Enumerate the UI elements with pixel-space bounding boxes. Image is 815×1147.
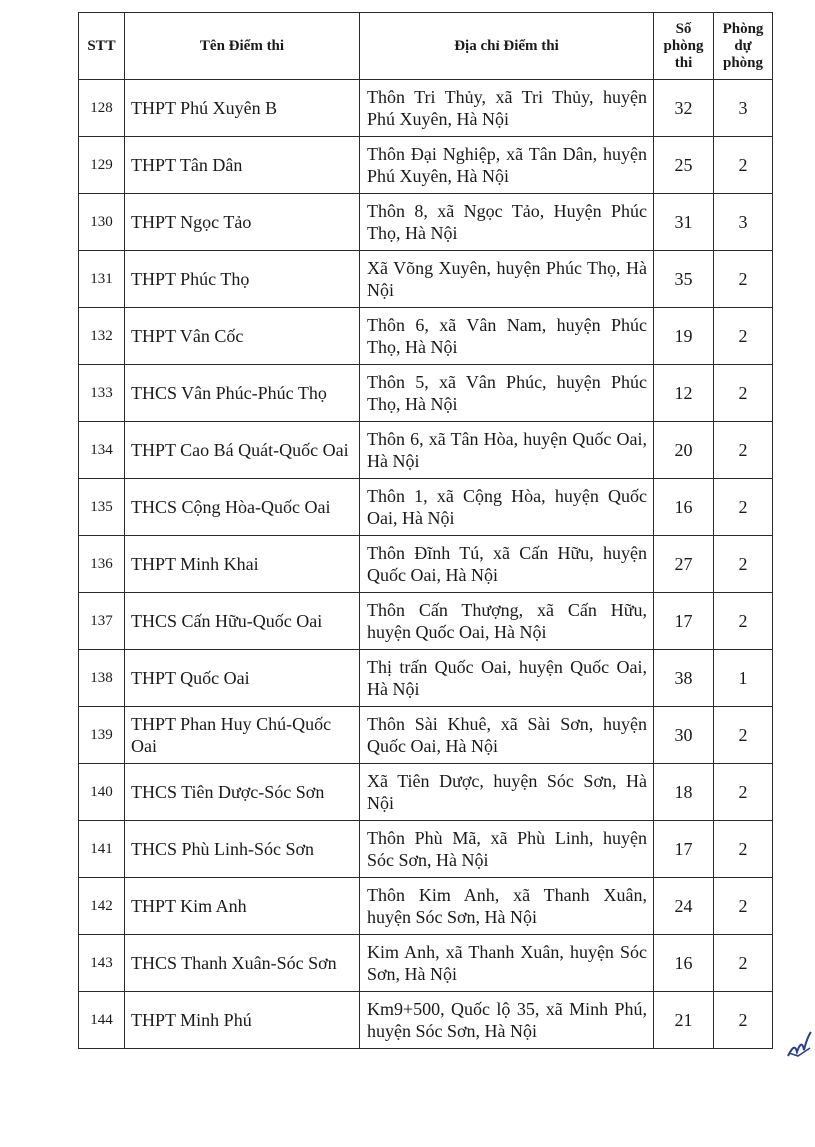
cell-site-address: Thôn 1, xã Cộng Hòa, huyện Quốc Oai, Hà Nội <box>360 479 654 536</box>
header-site-name: Tên Điểm thi <box>125 13 360 80</box>
cell-stt: 139 <box>79 707 125 764</box>
table-row <box>79 308 773 365</box>
cell-site-name: THPT Kim Anh <box>125 878 360 935</box>
cell-stt: 128 <box>79 80 125 137</box>
table-row <box>79 479 773 536</box>
cell-room-count: 16 <box>654 479 714 536</box>
cell-site-address: Thôn 6, xã Vân Nam, huyện Phúc Thọ, Hà Nội <box>360 308 654 365</box>
cell-spare-rooms: 2 <box>714 137 773 194</box>
cell-site-address: Thôn Cấn Thượng, xã Cấn Hữu, huyện Quốc Oai, Hà Nội <box>360 593 654 650</box>
cell-site-address: Xã Võng Xuyên, huyện Phúc Thọ, Hà Nội <box>360 251 654 308</box>
cell-spare-rooms: 1 <box>714 650 773 707</box>
table-row <box>79 365 773 422</box>
cell-site-address: Thôn Tri Thủy, xã Tri Thủy, huyện Phú Xuyên, Hà Nội <box>360 80 654 137</box>
cell-spare-rooms: 2 <box>714 422 773 479</box>
cell-spare-rooms: 2 <box>714 935 773 992</box>
cell-room-count: 12 <box>654 365 714 422</box>
cell-room-count: 31 <box>654 194 714 251</box>
cell-stt: 135 <box>79 479 125 536</box>
table-row <box>79 992 773 1049</box>
table-row <box>79 707 773 764</box>
header-site-address: Địa chỉ Điểm thi <box>360 13 654 80</box>
table-row <box>79 137 773 194</box>
cell-stt: 131 <box>79 251 125 308</box>
cell-site-address: Km9+500, Quốc lộ 35, xã Minh Phú, huyện Sóc Sơn, Hà Nội <box>360 992 654 1049</box>
cell-stt: 138 <box>79 650 125 707</box>
cell-site-name: THPT Vân Cốc <box>125 308 360 365</box>
cell-room-count: 32 <box>654 80 714 137</box>
header-spare-rooms: Phòng dự phòng <box>714 13 773 80</box>
cell-room-count: 16 <box>654 935 714 992</box>
cell-site-name: THCS Vân Phúc-Phúc Thọ <box>125 365 360 422</box>
table-row <box>79 821 773 878</box>
cell-stt: 140 <box>79 764 125 821</box>
cell-room-count: 25 <box>654 137 714 194</box>
header-stt: STT <box>79 13 125 80</box>
table-row <box>79 878 773 935</box>
cell-spare-rooms: 2 <box>714 251 773 308</box>
cell-site-name: THPT Quốc Oai <box>125 650 360 707</box>
cell-site-address: Thị trấn Quốc Oai, huyện Quốc Oai, Hà Nội <box>360 650 654 707</box>
cell-room-count: 17 <box>654 593 714 650</box>
cell-site-address: Thôn 6, xã Tân Hòa, huyện Quốc Oai, Hà Nội <box>360 422 654 479</box>
cell-site-name: THCS Cấn Hữu-Quốc Oai <box>125 593 360 650</box>
cell-site-address: Xã Tiên Dược, huyện Sóc Sơn, Hà Nội <box>360 764 654 821</box>
cell-stt: 137 <box>79 593 125 650</box>
cell-site-address: Thôn 5, xã Vân Phúc, huyện Phúc Thọ, Hà Nội <box>360 365 654 422</box>
cell-site-address: Thôn Sài Khuê, xã Sài Sơn, huyện Quốc Oai, Hà Nội <box>360 707 654 764</box>
table-row <box>79 593 773 650</box>
cell-stt: 141 <box>79 821 125 878</box>
cell-site-name: THPT Tân Dân <box>125 137 360 194</box>
cell-room-count: 24 <box>654 878 714 935</box>
cell-spare-rooms: 3 <box>714 194 773 251</box>
table-row <box>79 935 773 992</box>
cell-spare-rooms: 2 <box>714 593 773 650</box>
cell-room-count: 27 <box>654 536 714 593</box>
cell-stt: 129 <box>79 137 125 194</box>
table-row <box>79 764 773 821</box>
cell-site-address: Kim Anh, xã Thanh Xuân, huyện Sóc Sơn, Hà Nội <box>360 935 654 992</box>
cell-site-address: Thôn Đại Nghiệp, xã Tân Dân, huyện Phú Xuyên, Hà Nội <box>360 137 654 194</box>
cell-stt: 136 <box>79 536 125 593</box>
table-row <box>79 536 773 593</box>
table-row <box>79 251 773 308</box>
cell-site-name: THPT Cao Bá Quát-Quốc Oai <box>125 422 360 479</box>
cell-stt: 143 <box>79 935 125 992</box>
cell-site-name: THCS Cộng Hòa-Quốc Oai <box>125 479 360 536</box>
cell-site-name: THCS Phù Linh-Sóc Sơn <box>125 821 360 878</box>
cell-site-name: THPT Minh Phú <box>125 992 360 1049</box>
header-room-count: Số phòng thi <box>654 13 714 80</box>
cell-site-address: Thôn Phù Mã, xã Phù Linh, huyện Sóc Sơn, Hà Nội <box>360 821 654 878</box>
table-row <box>79 422 773 479</box>
cell-room-count: 38 <box>654 650 714 707</box>
cell-spare-rooms: 2 <box>714 365 773 422</box>
cell-stt: 133 <box>79 365 125 422</box>
cell-spare-rooms: 2 <box>714 479 773 536</box>
cell-site-address: Thôn 8, xã Ngọc Tảo, Huyện Phúc Thọ, Hà Nội <box>360 194 654 251</box>
table-row <box>79 80 773 137</box>
cell-room-count: 20 <box>654 422 714 479</box>
cell-site-name: THPT Phú Xuyên B <box>125 80 360 137</box>
cell-site-address: Thôn Kim Anh, xã Thanh Xuân, huyện Sóc Sơn, Hà Nội <box>360 878 654 935</box>
cell-site-name: THCS Thanh Xuân-Sóc Sơn <box>125 935 360 992</box>
table-header-row <box>79 13 773 80</box>
cell-spare-rooms: 2 <box>714 308 773 365</box>
cell-stt: 144 <box>79 992 125 1049</box>
table-row <box>79 194 773 251</box>
cell-spare-rooms: 2 <box>714 878 773 935</box>
exam-sites-table <box>78 12 773 1049</box>
cell-spare-rooms: 2 <box>714 821 773 878</box>
cell-site-address: Thôn Đĩnh Tú, xã Cấn Hữu, huyện Quốc Oai, Hà Nội <box>360 536 654 593</box>
cell-spare-rooms: 2 <box>714 764 773 821</box>
cell-stt: 142 <box>79 878 125 935</box>
cell-room-count: 18 <box>654 764 714 821</box>
table-row <box>79 650 773 707</box>
cell-stt: 134 <box>79 422 125 479</box>
cell-stt: 132 <box>79 308 125 365</box>
cell-spare-rooms: 3 <box>714 80 773 137</box>
cell-room-count: 19 <box>654 308 714 365</box>
cell-site-name: THPT Ngọc Tảo <box>125 194 360 251</box>
cell-site-name: THPT Phan Huy Chú-Quốc Oai <box>125 707 360 764</box>
cell-room-count: 17 <box>654 821 714 878</box>
cell-room-count: 30 <box>654 707 714 764</box>
cell-site-name: THPT Minh Khai <box>125 536 360 593</box>
cell-spare-rooms: 2 <box>714 992 773 1049</box>
cell-spare-rooms: 2 <box>714 707 773 764</box>
cell-room-count: 35 <box>654 251 714 308</box>
cell-room-count: 21 <box>654 992 714 1049</box>
cell-spare-rooms: 2 <box>714 536 773 593</box>
cell-stt: 130 <box>79 194 125 251</box>
cell-site-name: THCS Tiên Dược-Sóc Sơn <box>125 764 360 821</box>
cell-site-name: THPT Phúc Thọ <box>125 251 360 308</box>
signature-mark-icon <box>786 1030 812 1060</box>
